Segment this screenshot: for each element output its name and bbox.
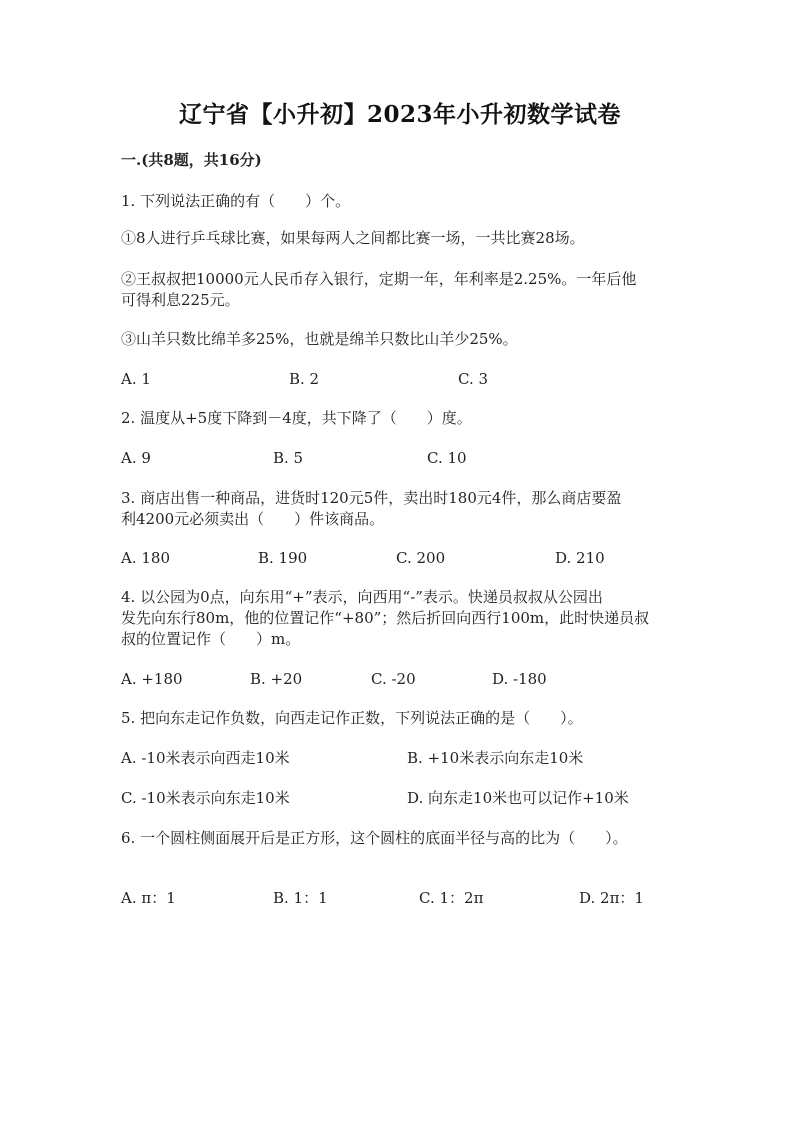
question-2-option-c: C. 10 <box>427 449 467 467</box>
question-1-option-c: C. 3 <box>458 370 489 388</box>
question-1-statement-3: ③山羊只数比绵羊多25%，也就是绵羊只数比山羊少25%。 <box>121 330 518 348</box>
question-6-stem: 6. 一个圆柱侧面展开后是正方形，这个圆柱的底面半径与高的比为（ ）。 <box>121 829 628 847</box>
question-3-option-d: D. 210 <box>555 549 605 567</box>
question-5-option-c: C. -10米表示向东走10米 <box>121 789 290 807</box>
question-6-option-d: D. 2π：1 <box>579 889 644 907</box>
question-1-stem: 1. 下列说法正确的有（ ）个。 <box>121 192 351 210</box>
question-3-stem-line-1: 3. 商店出售一种商品，进货时120元5件，卖出时180元4件，那么商店要盈 <box>121 489 622 507</box>
question-2-option-a: A. 9 <box>121 449 151 467</box>
question-1-statement-1: ①8人进行乒乓球比赛，如果每两人之间都比赛一场，一共比赛28场。 <box>121 229 585 247</box>
question-4-option-c: C. -20 <box>371 670 416 688</box>
question-4-stem-line-1: 4. 以公园为0点，向东用“+”表示，向西用“-”表示。快递员叔叔从公园出 <box>121 588 603 606</box>
question-3-stem-line-2: 利4200元必须卖出（ ）件该商品。 <box>121 510 385 528</box>
question-5-option-d: D. 向东走10米也可以记作+10米 <box>407 789 629 807</box>
question-4-stem-line-3: 叔的位置记作（ ）m。 <box>121 630 301 648</box>
question-1-option-a: A. 1 <box>121 370 151 388</box>
question-5-option-b: B. +10米表示向东走10米 <box>407 749 584 767</box>
question-1-statement-2b: 可得利息225元。 <box>121 291 240 309</box>
question-2-option-b: B. 5 <box>273 449 304 467</box>
question-5-stem: 5. 把向东走记作负数，向西走记作正数，下列说法正确的是（ ）。 <box>121 709 583 727</box>
question-3-option-a: A. 180 <box>121 549 170 567</box>
question-4-option-b: B. +20 <box>250 670 303 688</box>
question-4-option-a: A. +180 <box>121 670 183 688</box>
question-6-option-c: C. 1：2π <box>419 889 484 907</box>
question-4-stem-line-2: 发先向东行80m，他的位置记作“+80”；然后折回向西行100m，此时快递员叔 <box>121 609 650 627</box>
question-3-option-b: B. 190 <box>258 549 308 567</box>
question-3-option-c: C. 200 <box>396 549 446 567</box>
question-1-option-b: B. 2 <box>289 370 320 388</box>
question-6-option-b: B. 1：1 <box>273 889 328 907</box>
question-2-stem: 2. 温度从+5度下降到－4度，共下降了（ ）度。 <box>121 409 472 427</box>
question-5-option-a: A. -10米表示向西走10米 <box>121 749 290 767</box>
question-4-option-d: D. -180 <box>492 670 547 688</box>
question-1-statement-2a: ②王叔叔把10000元人民币存入银行，定期一年，年利率是2.25%。一年后他 <box>121 270 637 288</box>
question-6-option-a: A. π：1 <box>121 889 176 907</box>
page-title: 辽宁省【小升初】2023年小升初数学试卷 <box>178 101 621 128</box>
section-heading: 一.(共8题，共16分) <box>121 151 262 169</box>
